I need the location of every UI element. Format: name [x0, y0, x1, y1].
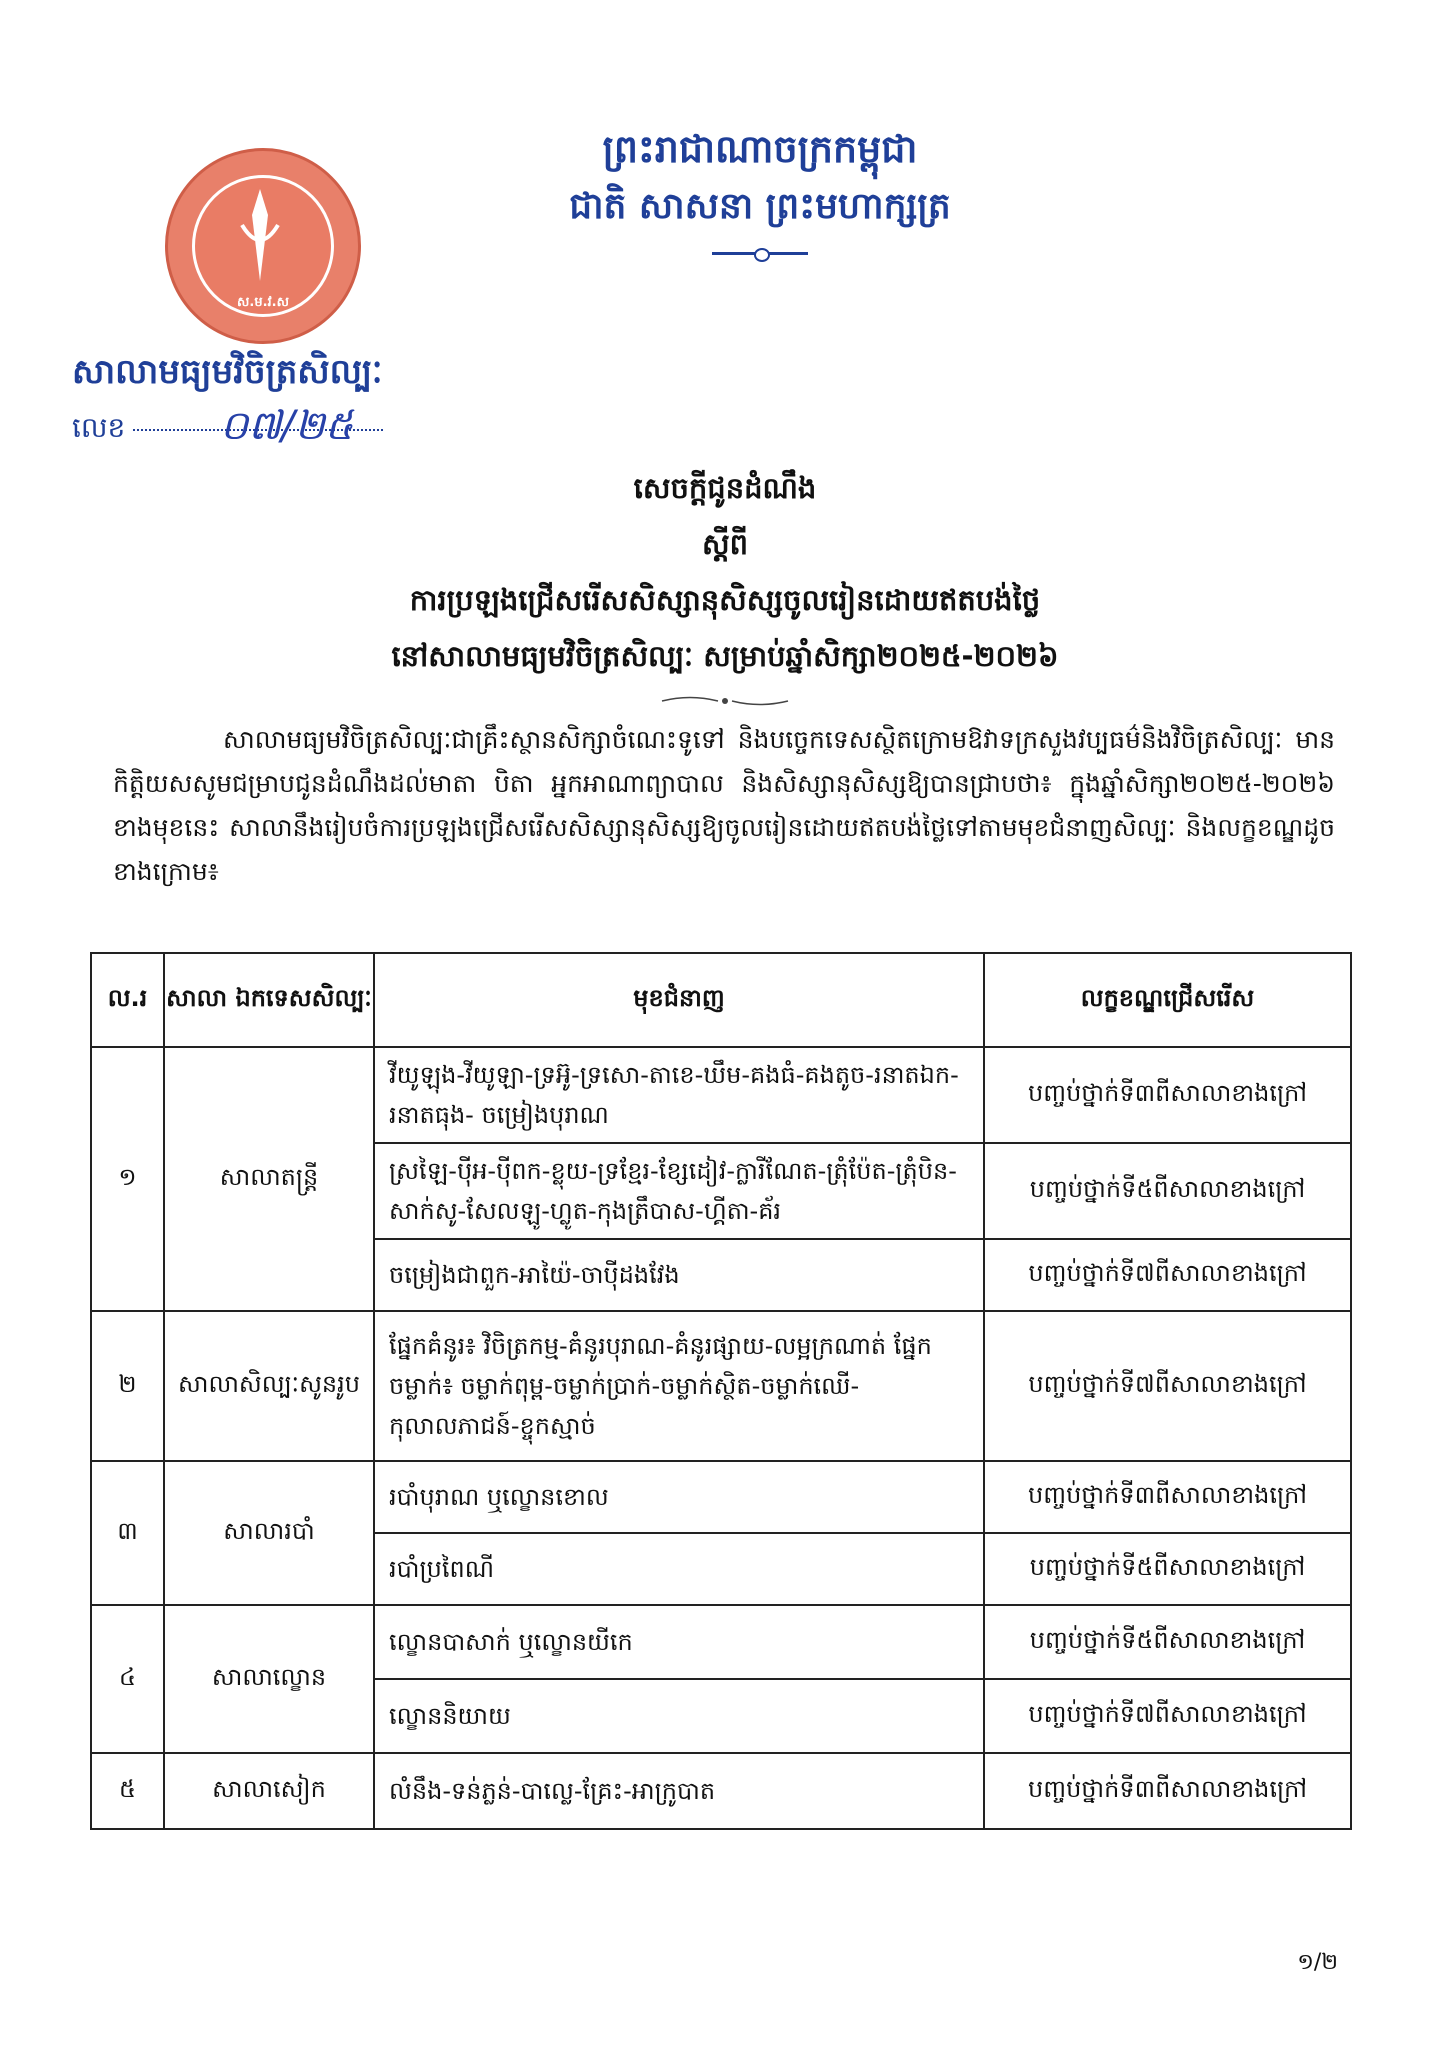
seal-text: ស.ម.វ.ស: [237, 295, 289, 310]
row-number: ១: [91, 1047, 164, 1311]
title-subject: ការប្រឡងជ្រើសរើសសិស្សានុសិស្សចូលរៀនដោយឥតបង់ថ្លៃ: [409, 583, 1041, 617]
title-school-year: នៅសាលាមធ្យមវិចិត្រសិល្បៈ សម្រាប់ឆ្នាំសិក្សា២០២៥-២០២៦: [391, 639, 1059, 673]
table-row: [91, 1605, 1351, 1679]
row-school: សាលាសៀក: [164, 1753, 374, 1829]
intro-paragraph: សាលាមធ្យមវិចិត្រសិល្បៈជាគ្រឹះស្ថានសិក្សាចំណេះទូទៅ និងបច្ចេកទេសស្ថិតក្រោមឱវាទក្រសួងវប្បធម៌និងវិចិត្រសិល្បៈ មានកិត្តិយសសូមជម្រាបជូនដំណឹងដល់មាតា បិតា អ្នកអាណាព្យាបាល និងសិស្សានុសិស្សឱ្យបានជ្រាបថា៖ ក្នុងឆ្នាំសិក្សា២០២៥-២០២៦ ខាងមុខនេះ សាលានឹងរៀបចំការប្រឡងជ្រើសរើសសិស្សានុសិស្សឱ្យចូលរៀនដោយឥតបង់ថ្លៃទៅតាមមុខជំនាញសិល្បៈ និងលក្ខខណ្ឌដូចខាងក្រោម៖: [113, 725, 1335, 886]
row-number: ២: [91, 1311, 164, 1461]
row-number: ៤: [91, 1605, 164, 1753]
header-major: មុខជំនាញ: [374, 953, 984, 1047]
header-criteria: លក្ខខណ្ឌជ្រើសរើស: [984, 953, 1351, 1047]
row-criteria: បញ្ចប់ថ្នាក់ទី៥ពីសាលាខាងក្រៅ: [984, 1533, 1351, 1605]
flourish-icon: [660, 694, 790, 708]
table-row: [91, 1753, 1351, 1829]
row-criteria: បញ្ចប់ថ្នាក់ទី៣ពីសាលាខាងក្រៅ: [984, 1461, 1351, 1533]
row-school: សាលាល្ខោន: [164, 1605, 374, 1753]
row-criteria: បញ្ចប់ថ្នាក់ទី៥ពីសាលាខាងក្រៅ: [984, 1605, 1351, 1679]
table-row: [91, 1461, 1351, 1533]
reference-label: លេខ: [72, 411, 126, 444]
table-row: [91, 1311, 1351, 1461]
row-criteria: បញ្ចប់ថ្នាក់ទី៣ពីសាលាខាងក្រៅ: [984, 1753, 1351, 1829]
row-major: ចម្រៀងជាពួក-អាយ៉ៃ-ចាប៉ីដងវែង: [374, 1239, 984, 1311]
title-about: ស្ដីពី: [701, 527, 749, 561]
row-school: សាលាសិល្បៈសូនរូប: [164, 1311, 374, 1461]
letterhead: [460, 120, 1060, 255]
seal-emblem-icon: [238, 185, 282, 285]
selection-table: [90, 952, 1352, 1830]
row-major: របាំបុរាណ ឬល្ខោនខោល: [374, 1461, 984, 1533]
row-number: ៣: [91, 1461, 164, 1605]
table-header-row: [91, 953, 1351, 1047]
ornament-divider: [712, 252, 808, 255]
notice-title: [200, 460, 1250, 712]
row-major: ផ្នែកគំនូរ៖ វិចិត្រកម្ម-គំនូរបុរាណ-គំនូរផ្សាយ-លម្អក្រណាត់ ផ្នែកចម្លាក់៖ ចម្លាក់ពុម្ព-ចម្លាក់ប្រាក់-ចម្លាក់ស្ថិត-ចម្លាក់ឈើ-កុលាលភាជន៍-ខ្ចុកស្មាច់: [374, 1311, 984, 1461]
row-major: លំនឹង-ទន់ភ្លន់-បាល្លេ-គ្រែះ-អាក្រូបាត: [374, 1753, 984, 1829]
national-motto: ជាតិ សាសនា ព្រះមហាក្សត្រ: [569, 186, 951, 227]
row-major: ស្រឡៃ-ប៉ីអ-ប៉ីពក-ខ្លុយ-ទ្រខ្មែរ-ខ្សែដៀវ-ក្លារីណែត-ត្រុំប៉ែត-ត្រុំបិន-សាក់សូ-សែលឡូ-ហ្លូត-កុងត្រឹបាស-ហ្គីតា-គ័រ: [374, 1143, 984, 1239]
row-criteria: បញ្ចប់ថ្នាក់ទី៧ពីសាលាខាងក្រៅ: [984, 1679, 1351, 1753]
row-school: សាលាតន្ត្រី: [164, 1047, 374, 1311]
reference-handwritten: ០៧/២៥: [220, 403, 354, 449]
row-major: ល្ខោនបាសាក់ ឬល្ខោនយីកេ: [374, 1605, 984, 1679]
row-criteria: បញ្ចប់ថ្នាក់ទី៥ពីសាលាខាងក្រៅ: [984, 1143, 1351, 1239]
header-no: ល.រ: [91, 953, 164, 1047]
row-criteria: បញ្ចប់ថ្នាក់ទី៣ពីសាលាខាងក្រៅ: [984, 1047, 1351, 1143]
row-criteria: បញ្ចប់ថ្នាក់ទី៧ពីសាលាខាងក្រៅ: [984, 1239, 1351, 1311]
school-seal: [165, 148, 361, 344]
page-number: ១/២: [1297, 1950, 1338, 1975]
kingdom-title: ព្រះរាជាណាចក្រកម្ពុជា: [602, 127, 918, 171]
row-school: សាលារបាំ: [164, 1461, 374, 1605]
row-major: ល្ខោននិយាយ: [374, 1679, 984, 1753]
row-criteria: បញ្ចប់ថ្នាក់ទី៧ពីសាលាខាងក្រៅ: [984, 1311, 1351, 1461]
school-name: សាលាមធ្យមវិចិត្រសិល្បៈ: [72, 352, 383, 392]
row-major: របាំប្រពៃណី: [374, 1533, 984, 1605]
row-number: ៥: [91, 1753, 164, 1829]
header-school: សាលា ឯកទេសសិល្បៈ: [164, 953, 374, 1047]
row-major: វីយូឡុង-វីយូឡា-ទ្រអ៊ូ-ទ្រសោ-តាខេ-ឃឹម-គងធំ-គងតូច-រនាតឯក-រនាតធុង- ចម្រៀងបុរាណ: [374, 1047, 984, 1143]
table-row: [91, 1047, 1351, 1143]
title-notice: សេចក្ដីជូនដំណឹង: [633, 471, 817, 505]
